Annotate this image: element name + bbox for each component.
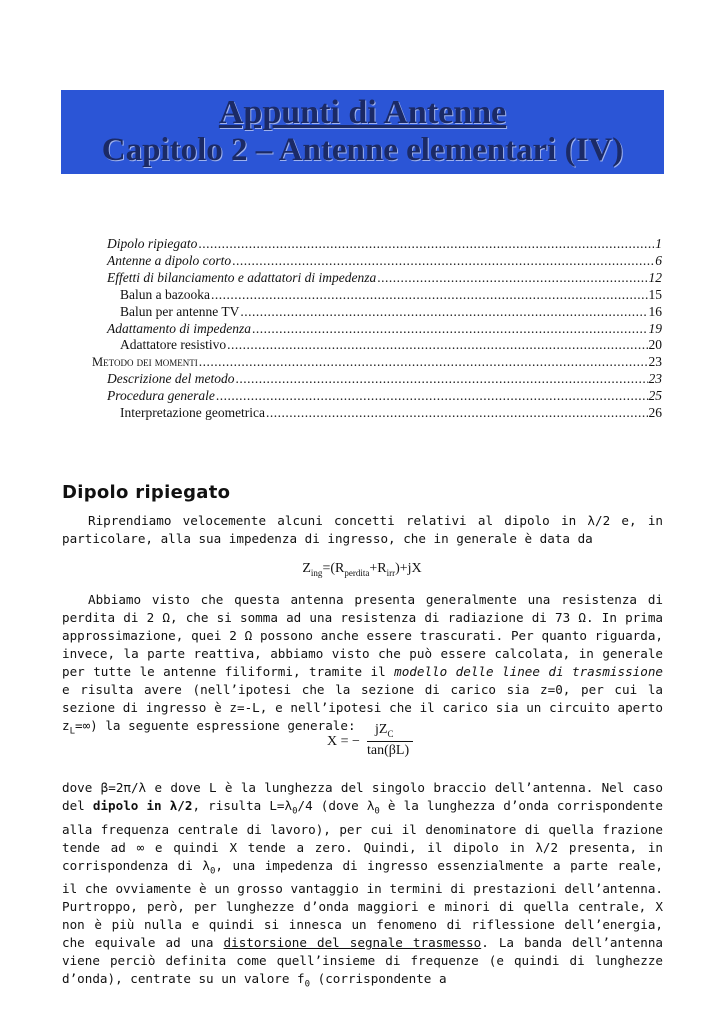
- toc-entry-page: 26: [648, 405, 662, 420]
- text-run: dove β=2π/λ e dove L è la lunghezza del singolo braccio dell’antenna. Nel caso del: [62, 780, 663, 813]
- text-run: =∞) la seguente espressione generale:: [75, 718, 356, 733]
- paragraph-1-text: Riprendiamo velocemente alcuni concetti relativi al dipolo in λ/2 e, in particolare, alla sua impedenza di ingresso, che in generale è data da: [62, 513, 663, 546]
- toc-entry[interactable]: [107, 270, 662, 287]
- toc-entry-page: 16: [648, 303, 662, 319]
- formula-r1-sub: perdita: [344, 567, 370, 578]
- paragraph-2: [62, 591, 663, 741]
- toc-entry[interactable]: [120, 337, 662, 354]
- formula-part: =(R: [322, 561, 345, 576]
- text-run: . La banda dell’antenna viene perciò definita come quell’insieme di frequenze (e quindi di lunghezze d’onda), centrate su un valore f: [62, 935, 663, 987]
- formula-part: )+jX: [395, 561, 422, 576]
- paragraph-1: [62, 512, 663, 548]
- toc-entry-label: Interpretazione geometrica: [120, 405, 266, 420]
- emphasis-text: modello delle linee di trasmissione: [394, 664, 664, 679]
- toc-leader-dots: [198, 236, 654, 252]
- toc-leader-dots: [232, 253, 654, 269]
- toc-entry-page: 6: [655, 252, 662, 268]
- toc-entry-label: Balun per antenne TV: [120, 303, 240, 319]
- toc-entry[interactable]: [92, 354, 662, 371]
- subscript: L: [69, 726, 76, 737]
- paragraph-2-text: [62, 591, 663, 741]
- toc-leader-dots: [240, 304, 647, 320]
- toc-entry-page: 12: [648, 269, 662, 285]
- toc-entry-label: Procedura generale: [107, 388, 215, 404]
- text-run: Abbiamo visto che questa antenna presenta generalmente una resistenza di perdita di 2 Ω, che si somma ad una resistenza di radiazione di 73 Ω. In prima approssimazione, quei 2 Ω possono anche essere trascurati. Per quanto riguarda, invece, la parte reattiva, abbiamo visto che può essere calcolata, in generale per tutte le antenne filiformi, tramite il: [62, 592, 663, 679]
- formula-denominator: tan(βL): [367, 743, 410, 758]
- formula-lhs: X = −: [327, 734, 360, 749]
- numerator-text: jZ: [375, 722, 388, 737]
- text-run: /4 (dove λ: [297, 798, 375, 813]
- toc-entry-page: 23: [648, 371, 662, 387]
- toc-entry-label: Antenne a dipolo corto: [107, 252, 232, 268]
- section-heading: Dipolo ripiegato: [62, 482, 231, 503]
- toc-leader-dots: [377, 270, 647, 286]
- toc-entry-label: Metodo dei momenti: [92, 355, 198, 370]
- toc-leader-dots: [211, 287, 648, 303]
- toc-entry[interactable]: [107, 371, 662, 388]
- toc-leader-dots: [252, 321, 648, 337]
- subscript: 0: [304, 979, 311, 990]
- reactance-formula: [327, 722, 427, 764]
- formula-z: Z: [302, 561, 311, 576]
- toc-entry[interactable]: [120, 287, 662, 304]
- toc-entry-label: Dipolo ripiegato: [107, 236, 198, 251]
- numerator-sub: C: [387, 728, 394, 739]
- toc-entry[interactable]: [107, 388, 662, 405]
- subscript: 0: [209, 866, 216, 877]
- toc-leader-dots: [199, 354, 648, 370]
- paragraph-3: [62, 779, 663, 994]
- text-run: , risulta L=λ: [192, 798, 293, 813]
- formula-z-sub: ing: [310, 567, 323, 578]
- underlined-text: distorsione del segnale trasmesso: [223, 935, 482, 951]
- toc-entry[interactable]: [107, 321, 662, 338]
- toc-entry[interactable]: [120, 405, 662, 422]
- toc-entry-page: 20: [648, 337, 662, 353]
- toc-entry-page: 23: [648, 354, 662, 370]
- toc-entry-label: Adattatore resistivo: [120, 337, 227, 353]
- impedance-formula: [0, 561, 724, 578]
- toc-entry-label: Effetti di bilanciamento e adattatori di impedenza: [107, 269, 377, 285]
- toc-entry-page: 25: [648, 388, 662, 404]
- formula-r2-sub: irr: [386, 567, 396, 578]
- bold-text: dipolo in λ/2: [92, 798, 193, 813]
- title-banner: [61, 90, 664, 174]
- text-run: (corrispondente a: [310, 971, 447, 987]
- paragraph-3-text: [62, 779, 663, 994]
- formula-part: +R: [369, 561, 387, 576]
- toc-entry-page: 15: [648, 286, 662, 302]
- text-run: e risulta avere (nell’ipotesi che la sezione di carico sia z=0, per cui la sezione di ingresso è z=-L, e nell’ipotesi che il carico sia un circuito aperto z: [62, 682, 663, 733]
- fraction-bar: [367, 741, 413, 742]
- text-run: è la lunghezza d’onda corrispondente alla frequenza centrale di lavoro), per cui il denominatore di quella frazione tende ad ∞ e quindi X tende a zero. Quindi, il dipolo in λ/2 presenta, in corrispondenza di λ: [62, 798, 663, 873]
- toc-entry-page: 19: [648, 320, 662, 336]
- subscript: 0: [374, 806, 380, 817]
- toc-entry-label: Adattamento di impedenza: [107, 320, 251, 336]
- toc-leader-dots: [235, 371, 647, 387]
- document-title: Appunti di Antenne: [218, 94, 507, 131]
- toc-entry-label: Balun a bazooka: [120, 286, 210, 302]
- toc-entry-page: 1: [655, 236, 662, 251]
- toc-leader-dots: [216, 388, 648, 404]
- toc-leader-dots: [266, 405, 647, 421]
- toc-entry-label: Descrizione del metodo: [107, 371, 235, 387]
- formula-numerator: [375, 722, 393, 739]
- text-run: , una impedenza di ingresso essenzialmente a parte reale, il che ovviamente è un grosso vantaggio in termini di prestazioni dell’antenna. Purtroppo, però, per lunghezze d’onda maggiori e minori di quella centrale, X non è più nulla e quindi si innesca un fenomeno di riflessione dell’energia, che equivale ad una: [62, 857, 664, 951]
- toc-entry[interactable]: [107, 236, 662, 253]
- toc-entry[interactable]: [107, 253, 662, 270]
- chapter-title: Capitolo 2 – Antenne elementari (IV): [101, 132, 624, 168]
- toc-entry[interactable]: [120, 304, 662, 321]
- toc-leader-dots: [227, 337, 647, 353]
- subscript: 0: [292, 806, 298, 817]
